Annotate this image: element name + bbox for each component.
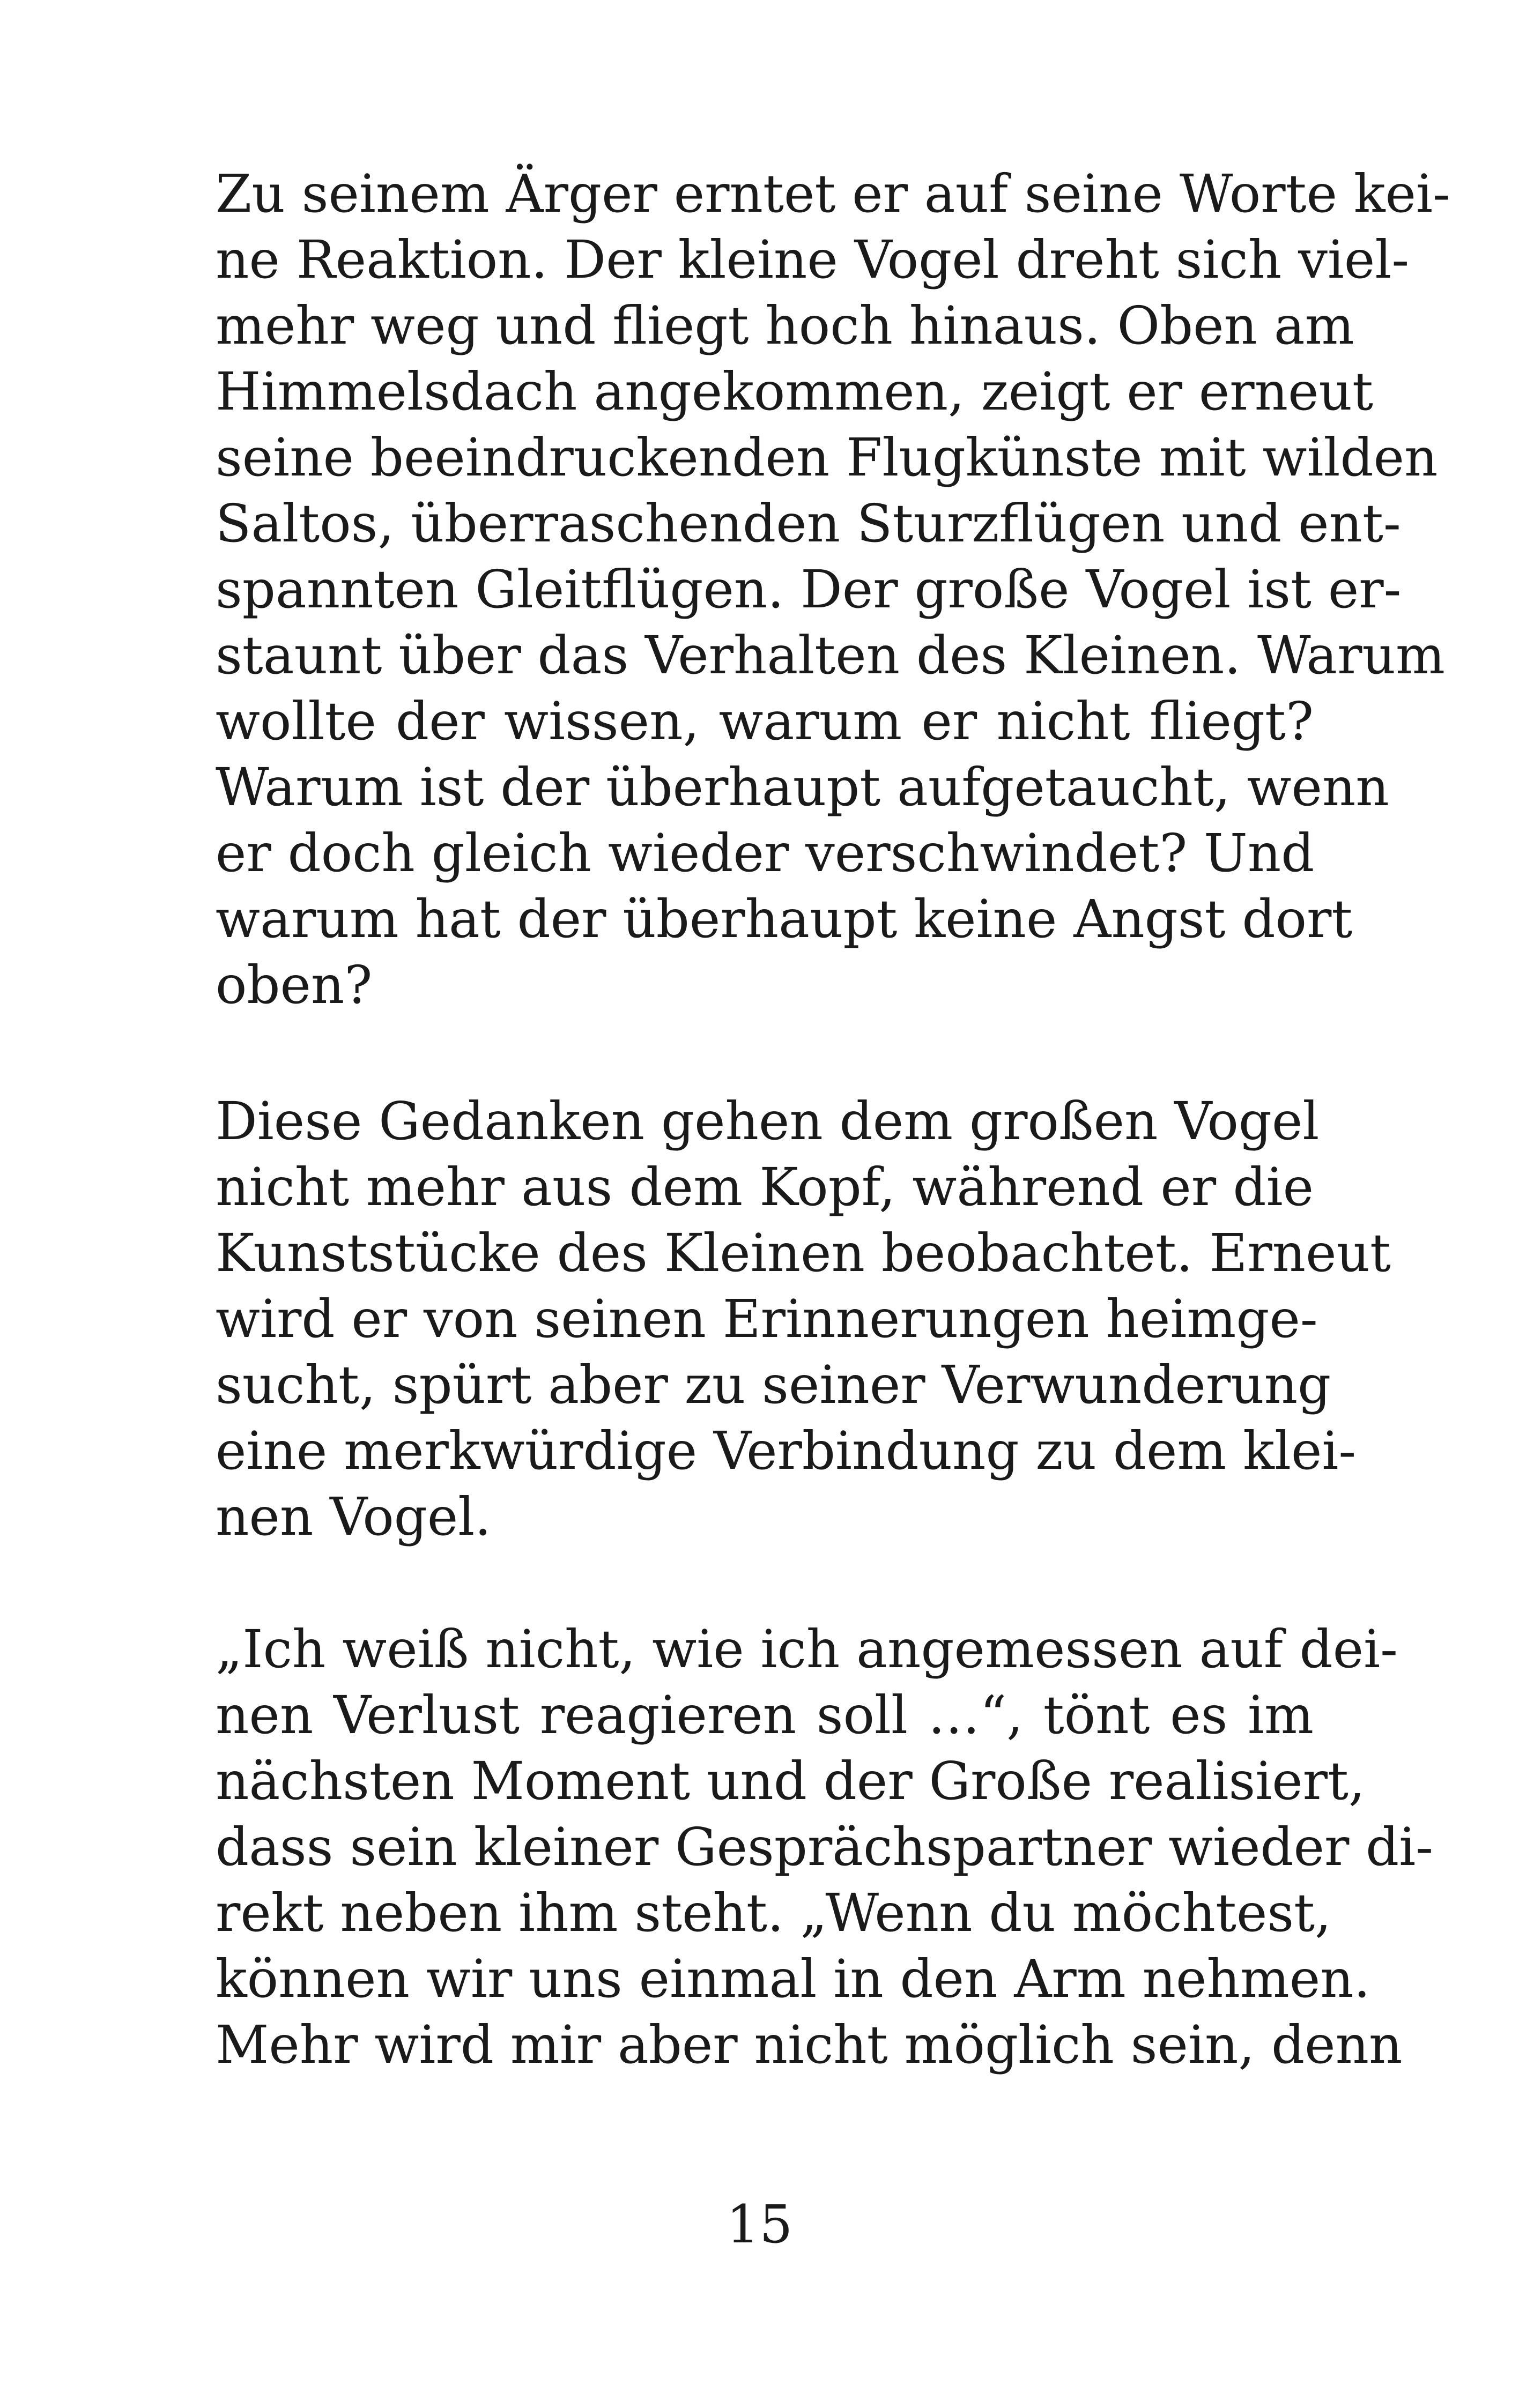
text-line: wird er von seinen Erinnerungen heimge- <box>216 1289 1318 1349</box>
text-line: nen Verlust reagieren soll …“, tönt es im <box>216 1685 1314 1745</box>
text-line: seine beeindruckenden Flugkünste mit wilden <box>216 427 1438 488</box>
text-line: dass sein kleiner Gesprächspartner wieder di- <box>216 1817 1434 1877</box>
text-line: können wir uns einmal in den Arm nehmen. <box>216 1949 1370 2009</box>
text-line: er doch gleich wieder verschwindet? Und <box>216 823 1315 883</box>
text-line: wollte der wissen, warum er nicht fliegt? <box>216 691 1314 752</box>
page-number: 15 <box>726 2194 793 2255</box>
paragraph-2 <box>216 1088 1391 1550</box>
text-line: nicht mehr aus dem Kopf, während er die <box>216 1157 1314 1217</box>
text-line: Zu seinem Ärger erntet er auf seine Worte kei- <box>216 163 1450 224</box>
text-line: Warum ist der überhaupt aufgetaucht, wenn <box>216 757 1389 817</box>
text-line: Mehr wird mir aber nicht möglich sein, denn <box>216 2015 1403 2075</box>
text-line: warum hat der überhaupt keine Angst dort <box>216 889 1353 949</box>
text-line: rekt neben ihm steht. „Wenn du möchtest, <box>216 1883 1331 1943</box>
text-line: Diese Gedanken gehen dem großen Vogel <box>216 1091 1320 1151</box>
text-line: staunt über das Verhalten des Kleinen. Warum <box>216 625 1445 686</box>
text-line: „Ich weiß nicht, wie ich angemessen auf dei- <box>216 1619 1398 1679</box>
text-line: eine merkwürdige Verbindung zu dem klei- <box>216 1421 1357 1481</box>
text-line: Kunststücke des Kleinen beobachtet. Erneut <box>216 1223 1391 1283</box>
text-line: mehr weg und fliegt hoch hinaus. Oben am <box>216 295 1354 356</box>
text-line: ne Reaktion. Der kleine Vogel dreht sich viel- <box>216 229 1410 290</box>
paragraph-1 <box>216 161 1450 1018</box>
text-line: Saltos, überraschenden Sturzflügen und ent- <box>216 493 1401 554</box>
text-line: spannten Gleitflügen. Der große Vogel ist er- <box>216 559 1402 620</box>
text-line: Himmelsdach angekommen, zeigt er erneut <box>216 361 1373 422</box>
text-line: nen Vogel. <box>216 1487 492 1547</box>
text-line: nächsten Moment und der Große realisiert, <box>216 1751 1365 1811</box>
text-line: sucht, spürt aber zu seiner Verwunderung <box>216 1355 1331 1415</box>
paragraph-3 <box>216 1616 1434 2078</box>
text-line: oben? <box>216 955 373 1015</box>
